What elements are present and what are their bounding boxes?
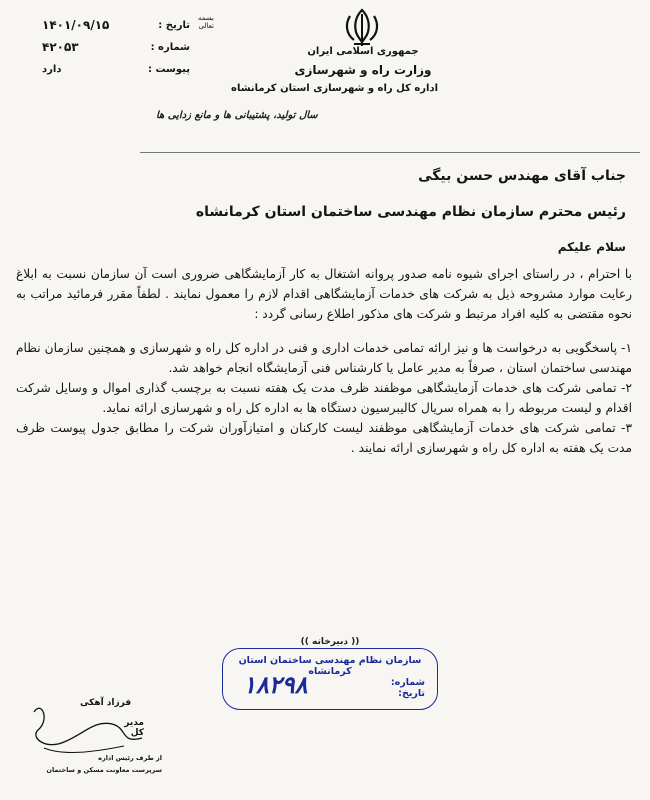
addressee-name: جناب آقای مهندس حسن بیگی [418,168,626,184]
signer-name: فرزاد آهکی [80,698,132,708]
date-row [40,14,190,36]
letter-meta [40,14,214,80]
intro-paragraph: با احترام ، در راستای اجرای شیوه نامه صدور پروانه اشتغال به کار آزمایشگاهی ضروری است آن سازمان نسبت به ابلاغ رعایت موارد مشروحه ذیل به شرکت های خدمات آزمایشگاهی اقدام لازم را معمول نمایند . لطفاً مقرر فرمائید مراتب به نحوه مقتضی به کلیه افراد مرتبط و شرکت های مذکور اطلاع رسانی گردد : [16,267,632,321]
number-label: شماره : [150,41,190,53]
attachment-value: دارد [42,63,62,75]
cc-block [42,752,162,776]
list-item: ۱- پاسخگویی به درخواست ها و نیز ارائه تمامی خدمات اداری و فنی در اداره کل راه و شهرسازی و همچنین سازمان نظام مهندسی ساختمان استان ، صرفاً به مدیر عامل یا کارشناس فنی آزمایشگاه انجام خواهد شد. [16,341,632,375]
greeting: سلام علیکم [557,240,626,254]
number-row [40,36,190,58]
cc-line: سرپرست معاونت مسکن و ساختمان [46,766,162,774]
org-department: اداره کل راه و شهرسازی استان کرمانشاه [231,83,438,94]
bismillah-label: بسمه تعالی [198,14,214,30]
signer-title: مدیر کل [124,718,144,738]
registry-stamp [222,637,438,710]
stamp-date-label: تاریخ: [398,688,425,699]
year-slogan: سال تولید، پشتیبانی ها و مانع زدایی ها [156,110,318,121]
stamp-org: سازمان نظام مهندسی ساختمان استان کرمانشاه [238,655,422,677]
stamp-number-label: شماره: [390,677,425,688]
list-item: ۳- تمامی شرکت های خدمات آزمایشگاهی موظفند لیست کارکنان و امتیازآوران شرکت را مطابق جدول پیوست ظرف مدت یک هفته به اداره کل راه و شهرسازی ارائه نمایند . [16,421,632,455]
addressee-title: رئیس محترم سازمان نظام مهندسی ساختمان استان کرمانشاه [195,204,626,220]
stamp-number-value: ۱۸۲۹۸ [243,671,308,699]
organization-header [231,46,438,94]
cc-line: از طرف رئیس اداره [98,754,162,762]
letter-body [16,264,632,458]
date-value: ۱۴۰۱/۰۹/۱۵ [42,18,110,32]
iran-emblem-icon [342,6,382,48]
org-country: جمهوری اسلامی ایران [307,46,419,57]
attachment-label: پیوست : [147,63,190,75]
date-label: تاریخ : [158,19,190,31]
header-divider [140,152,640,153]
attachment-row [40,58,190,80]
org-ministry: وزارت راه و شهرسازی [294,63,432,77]
stamp-header: (( دبیرخانه )) [300,637,360,647]
list-item: ۲- تمامی شرکت های خدمات آزمایشگاهی موظفند ظرف مدت یک هفته نسبت به برچسب گذاری اموال و وسایل شرکت اقدام و لیست مربوطه را به همراه سریال کالیبرسیون دستگاه ها به اداره کل راه و شهرسازی ارائه نماید. [16,381,632,415]
number-value: ۴۲۰۵۳ [42,40,79,54]
